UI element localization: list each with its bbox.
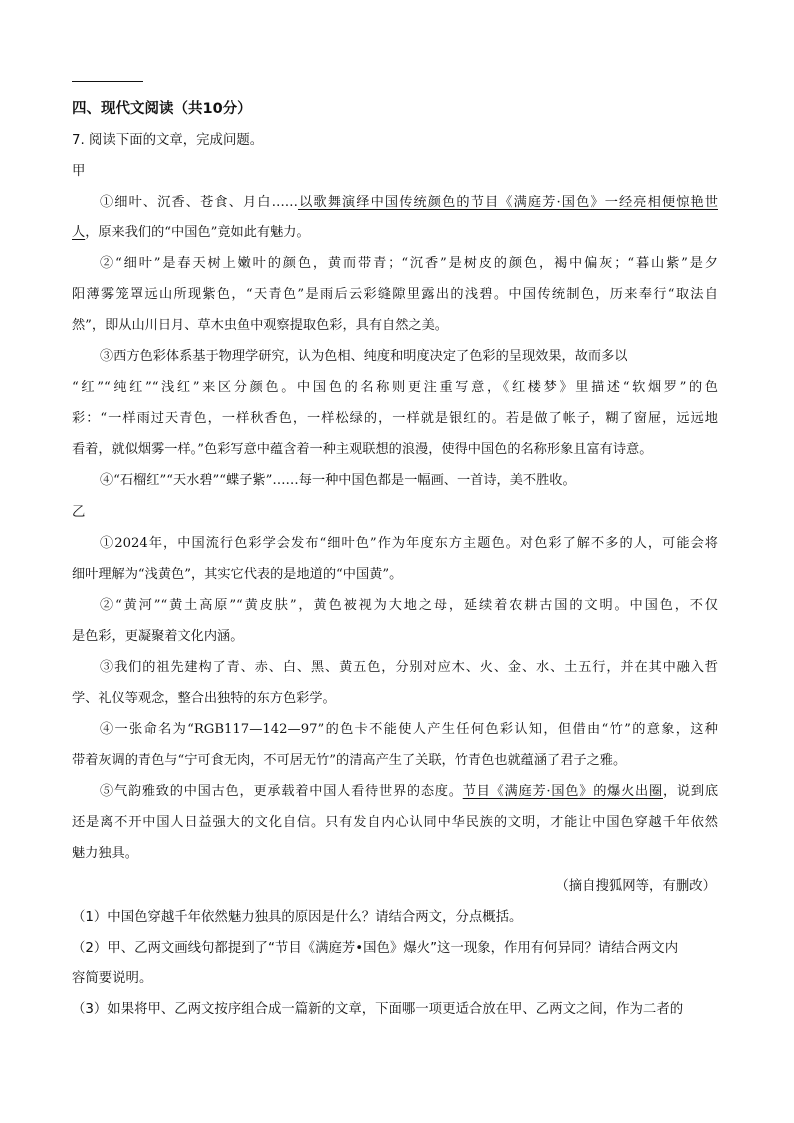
question-2-line2: 容简要说明。 (72, 971, 153, 986)
article-a-p3-line4: 看着，就似烟雾一样。”色彩写意中蕴含着一种主观联想的浪漫，使得中国色的名称形象且富有诗意。 (72, 442, 653, 457)
underlined-sentence-end: 人 (72, 225, 86, 240)
section-title: 四、现代文阅读（共10分） (72, 101, 252, 117)
article-b-p3-line1: ③我们的祖先建构了青、赤、白、黑、黄五色，分别对应木、火、金、水、土五行，并在其中融入哲 (100, 660, 718, 675)
article-a-p3-line1: ③西方色彩体系基于物理学研究，认为色相、纯度和明度决定了色彩的呈现效果，故而多以 (100, 349, 628, 364)
article-a-p4-line1: ④“石榴红”“天水碧”“蝶子紫”……每一种中国色都是一幅画、一首诗，美不胜收。 (100, 473, 576, 488)
top-divider (72, 81, 143, 82)
article-b-p4-line1: ④一张命名为“RGB117—142—97”的色卡不能使人产生任何色彩认知，但借由“竹”的意象，这种 (100, 722, 718, 737)
article-a-p3-line2: “红”“纯红”“浅红”来区分颜色。中国色的名称则更注重写意，《红楼梦》里描述“软烟罗”的色 (72, 380, 718, 395)
article-b-p1-line1: ①2024年，中国流行色彩学会发布“细叶色”作为年度东方主题色。对色彩了解不多的人，可能会将 (100, 536, 718, 551)
article-a-p1-line2 (72, 223, 310, 243)
question-3-line1: （3）如果将甲、乙两文按序组合成一篇新的文章，下面哪一项更适合放在甲、乙两文之间，作为二者的 (72, 1002, 684, 1017)
article-b-p4-line2: 带着灰调的青色与“宁可食无肉，不可居无竹”的清高产生了关联，竹青色也就蕴涵了君子之雅。 (72, 753, 627, 768)
article-a-p1-line1 (100, 193, 718, 213)
article-b-p3-line2: 学、礼仪等观念，整合出独特的东方色彩学。 (72, 691, 336, 706)
question-1: （1）中国色穿越千年依然魅力独具的原因是什么？请结合两文，分点概括。 (72, 910, 523, 925)
article-a-p2-line3: 然”，即从山川日月、草木虫鱼中观察提取色彩，具有自然之美。 (72, 318, 448, 333)
article-b-label: 乙 (72, 505, 86, 520)
text: ⑤气韵雅致的中国古色，更承载着中国人看待世界的态度。 (100, 784, 463, 799)
text-tail: ，说到底 (662, 784, 719, 799)
article-a-p2-line1: ②“细叶”是春天树上嫩叶的颜色，黄而带青；“沉香”是树皮的颜色，褐中偏灰；“暮山紫”是夕 (100, 256, 718, 271)
article-a-p3-line3: 彩：“一样雨过天青色，一样秋香色，一样松绿的，一样就是银红的。若是做了帐子，糊了窗屉，远远地 (72, 411, 718, 426)
article-b-p5-line3: 魅力独具。 (72, 846, 138, 861)
underlined-sentence: 以歌舞演绎中国传统颜色的节目《满庭芳·国色》一经亮相便惊艳世 (297, 195, 718, 210)
article-b-p1-line2: 细叶理解为“浅黄色”，其实它代表的是地道的“中国黄”。 (72, 567, 403, 582)
article-b-p2-line2: 是色彩，更凝聚着文化内涵。 (72, 629, 244, 644)
article-a-label: 甲 (72, 164, 86, 179)
article-b-p5-line2: 还是离不开中国人日益强大的文化自信。只有发自内心认同中华民族的文明，才能让中国色穿越千年依然 (72, 815, 718, 830)
text: ①细叶、沉香、苍食、月白…… (100, 195, 298, 210)
article-a-p2-line2: 阳薄雾笼罩远山所现紫色，“天青色”是雨后云彩缝隙里露出的浅碧。中国传统制色，历来奉行“取法自 (72, 287, 718, 302)
underlined-sentence: 节目《满庭芳·国色》的爆火出圈 (462, 784, 663, 799)
question-2-line1: （2）甲、乙两文画线句都提到了“节目《满庭芳•国色》爆火”这一现象，作用有何异同？请结合两文内 (72, 941, 679, 956)
text: ，原来我们的“中国色”竟如此有魅力。 (85, 225, 310, 240)
article-b-p5-line1 (100, 782, 718, 802)
article-b-p2-line1: ②“黄河”“黄土高原”“黄皮肤”，黄色被视为大地之母，延续着农耕古国的文明。中国色，不仅 (100, 598, 718, 613)
source-note: （摘自搜狐网等，有删改） (555, 879, 716, 894)
question-intro: 7. 阅读下面的文章，完成问题。 (72, 133, 264, 148)
